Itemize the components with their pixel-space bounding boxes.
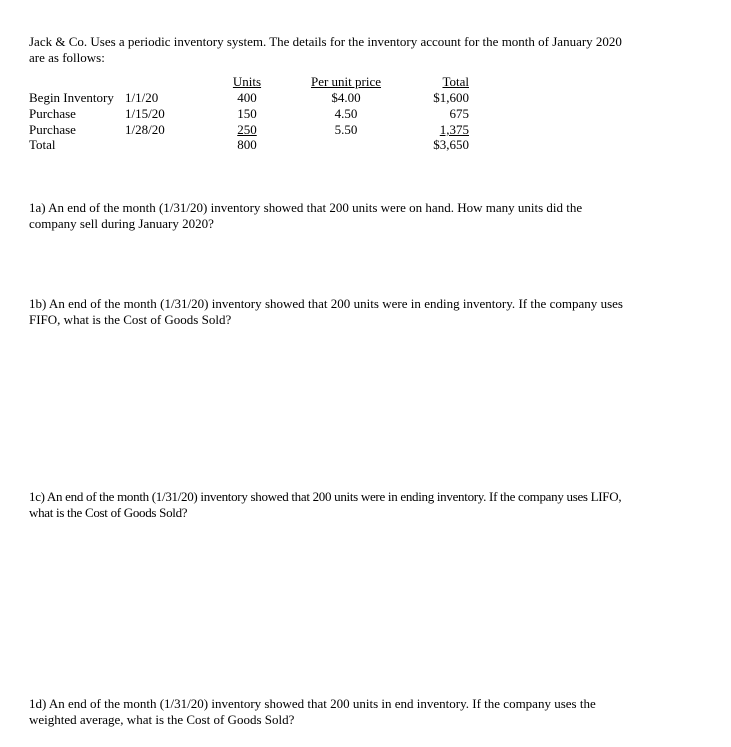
row-price: 5.50	[334, 122, 358, 137]
row-price: 4.50	[334, 106, 358, 121]
question-1d: 1d) An end of the month (1/31/20) inventory showed that 200 units in end inventory. If the company uses the weighted average, what is the Cost of Goods Sold?	[29, 696, 596, 727]
question-1b: 1b) An end of the month (1/31/20) inventory showed that 200 units were in ending inventory. If the company uses FIFO, what is the Cost of Goods Sold?	[29, 296, 623, 327]
units-header: Units	[232, 74, 262, 89]
row-date: 1/1/20	[125, 90, 159, 105]
inventory-table	[29, 74, 479, 154]
row-total: 675	[449, 106, 469, 121]
row-label: Purchase	[29, 106, 76, 121]
row-total: 1,375	[439, 122, 469, 137]
row-date: 1/28/20	[125, 122, 165, 137]
row-units: 250	[237, 122, 257, 137]
row-units: 400	[237, 90, 257, 105]
row-label: Purchase	[29, 122, 76, 137]
intro-paragraph: Jack & Co. Uses a periodic inventory system. The details for the inventory account for the month of January 2020 are as follows:	[29, 34, 622, 65]
row-total: $1,600	[433, 90, 469, 105]
total-units: 800	[237, 137, 257, 152]
total-header: Total	[442, 74, 469, 89]
row-label: Begin Inventory	[29, 90, 114, 105]
total-amount: $3,650	[433, 137, 469, 152]
price-header: Per unit price	[310, 74, 382, 89]
question-1c: 1c) An end of the month (1/31/20) inventory showed that 200 units were in ending inventory. If the company uses LIFO, what is the Cost of Goods Sold?	[29, 489, 622, 520]
row-units: 150	[237, 106, 257, 121]
row-date: 1/15/20	[125, 106, 165, 121]
row-price: $4.00	[331, 90, 361, 105]
question-1a: 1a) An end of the month (1/31/20) inventory showed that 200 units were on hand. How many units did the company sell during January 2020?	[29, 200, 583, 231]
total-row-label: Total	[29, 137, 56, 152]
